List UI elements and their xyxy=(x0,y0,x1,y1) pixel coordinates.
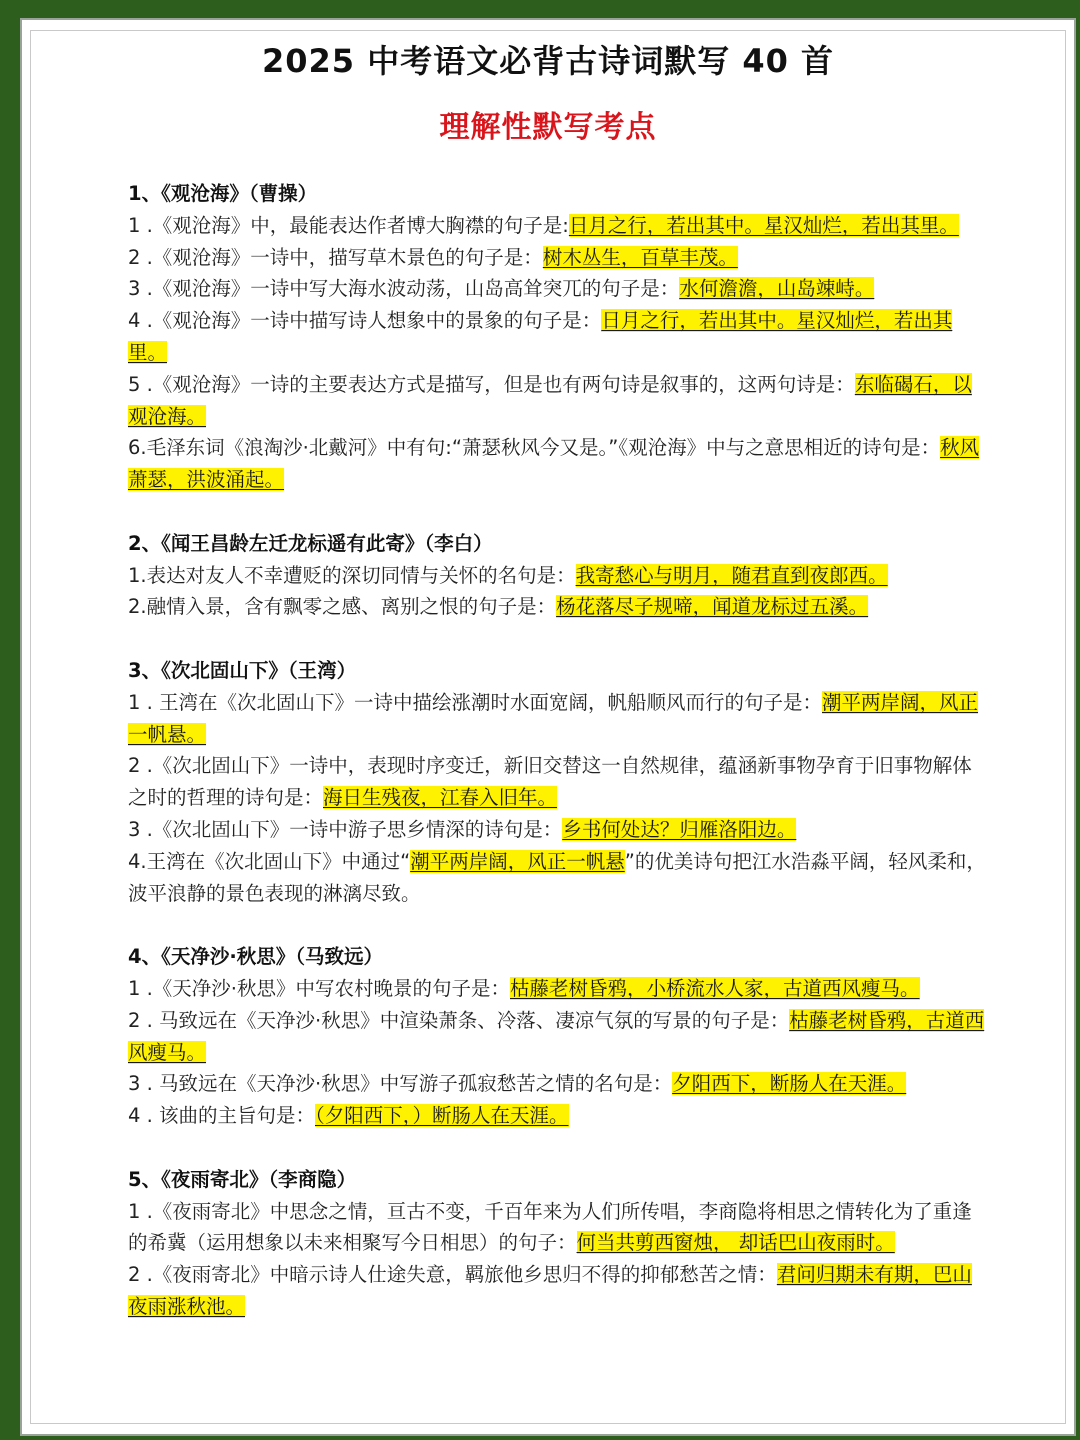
answer-highlight: 何当共剪西窗烛， 却话巴山夜雨时。 xyxy=(576,1231,895,1255)
answer-highlight: 日月之行，若出其中。星汉灿烂，若出其里。 xyxy=(128,309,953,364)
page-frame xyxy=(8,8,1072,1432)
question-item xyxy=(128,750,988,814)
answer-highlight: 东临碣石，以观沧海。 xyxy=(128,372,972,428)
page-subtitle: 理解性默写考点 xyxy=(439,110,657,145)
question-text: 1 .《天净沙·秋思》中写农村晚景的句子是： xyxy=(128,976,511,1000)
answer-highlight: 日月之行，若出其中。星汉灿烂，若出其里。 xyxy=(568,213,959,237)
answer-highlight: 秋风萧瑟，洪波涌起。 xyxy=(128,436,980,492)
question-text: 2 .《次北固山下》一诗中，表现时序变迁，新旧交替这一自然规律，蕴涵新事物孕育于旧事物解体之时的哲理的诗句是： xyxy=(128,754,972,810)
poem-section xyxy=(128,178,988,496)
answer-highlight: 夕阳西下，断肠人在天涯。 xyxy=(672,1072,907,1096)
question-text: 1 . 王湾在《次北固山下》一诗中描绘涨潮时水面宽阔，帆船顺风而行的句子是： xyxy=(128,690,823,714)
question-item xyxy=(128,242,988,274)
answer-highlight: 乡书何处达？归雁洛阳边。 xyxy=(562,817,797,841)
question-item xyxy=(128,560,988,592)
question-text: 2 .《夜雨寄北》中暗示诗人仕途失意，羁旅他乡思归不得的抑郁愁苦之情： xyxy=(128,1263,777,1287)
question-item xyxy=(128,1196,988,1260)
page-title: 2025 中考语文必背古诗词默写 40 首 xyxy=(261,42,835,80)
question-item xyxy=(128,369,988,433)
question-item xyxy=(128,1259,988,1323)
question-text: 1 .《观沧海》中，最能表达作者博大胸襟的句子是: xyxy=(128,213,569,237)
question-item xyxy=(128,973,988,1005)
paper-sheet xyxy=(20,18,1076,1436)
answer-highlight: 枯藤老树昏鸦，古道西风瘦马。 xyxy=(128,1008,985,1064)
question-item xyxy=(128,591,988,623)
poem-section xyxy=(128,941,988,1132)
question-text: 2 .《观沧海》一诗中，描写草木景色的句子是： xyxy=(128,245,543,269)
section-heading: 4、《天净沙·秋思》（马致远） xyxy=(128,945,383,969)
answer-highlight: 枯藤老树昏鸦，小桥流水人家，古道西风瘦马。 xyxy=(510,976,920,1000)
question-text: 5 .《观沧海》一诗的主要表达方式是描写，但是也有两句诗是叙事的，这两句诗是： xyxy=(128,372,855,396)
answer-highlight: 水何澹澹，山岛竦峙。 xyxy=(679,277,875,301)
question-text: 4 .《观沧海》一诗中描写诗人想象中的景象的句子是： xyxy=(128,309,602,333)
question-item xyxy=(128,687,988,751)
poem-section xyxy=(128,655,988,909)
question-text-tail: ”的优美诗句把江水浩淼平阔，轻风柔和，波平浪静的景色表现的淋漓尽致。 xyxy=(128,849,986,905)
answer-highlight: 君问归期未有期，巴山夜雨涨秋池。 xyxy=(128,1263,972,1318)
question-item xyxy=(128,1005,988,1069)
section-heading: 5、《夜雨寄北》（李商隐） xyxy=(128,1167,357,1191)
question-text: 4 . 该曲的主旨句是： xyxy=(128,1104,316,1128)
question-item xyxy=(128,210,988,242)
answer-highlight: 树木丛生，百草丰茂。 xyxy=(542,245,738,269)
content-body xyxy=(128,178,988,1354)
question-text: 6.毛泽东词《浪淘沙·北戴河》中有句:“萧瑟秋风今又是。”《观沧海》中与之意思相近的诗句是： xyxy=(128,436,941,460)
question-text: 1.表达对友人不幸遭贬的深切同情与关怀的名句是： xyxy=(128,563,576,587)
question-item xyxy=(128,273,988,305)
question-item xyxy=(128,305,988,369)
answer-highlight: 潮平两岸阔，风正一帆悬。 xyxy=(128,690,979,746)
question-text: 3 .《观沧海》一诗中写大海水波动荡，山岛高耸突兀的句子是： xyxy=(128,277,680,301)
question-item xyxy=(128,432,988,496)
answer-highlight: 潮平两岸阔，风正一帆悬 xyxy=(410,849,625,873)
question-text: 3 .《次北固山下》一诗中游子思乡情深的诗句是： xyxy=(128,817,563,841)
question-text: 1 .《夜雨寄北》中思念之情，亘古不变，千百年来为人们所传唱，李商隐将相思之情转化为了重逢的希冀（运用想象以未来相聚写今日相思）的句子： xyxy=(128,1199,972,1255)
question-text: 4.王湾在《次北固山下》中通过“ xyxy=(128,849,411,873)
section-heading: 1、《观沧海》（曹操） xyxy=(128,182,318,205)
section-heading: 2、《闻王昌龄左迁龙标遥有此寄》（李白） xyxy=(128,531,493,555)
question-text: 2 . 马致远在《天净沙·秋思》中渲染萧条、冷落、凄凉气氛的写景的句子是： xyxy=(128,1008,790,1032)
question-text: 2.融情入景，含有飘零之感、离别之恨的句子是： xyxy=(128,595,557,619)
question-text: 3 . 马致远在《天净沙·秋思》中写游子孤寂愁苦之情的名句是： xyxy=(128,1072,673,1096)
section-heading: 3、《次北固山下》（王湾） xyxy=(128,658,357,682)
answer-highlight: 我寄愁心与明月，随君直到夜郎西。 xyxy=(575,563,888,587)
answer-highlight: （夕阳西下，）断肠人在天涯。 xyxy=(315,1104,569,1128)
poem-section xyxy=(128,1164,988,1323)
question-item xyxy=(128,1068,988,1100)
question-item xyxy=(128,814,988,846)
question-item xyxy=(128,1100,988,1132)
poem-section xyxy=(128,528,988,623)
answer-highlight: 海日生残夜，江春入旧年。 xyxy=(323,786,558,810)
question-item xyxy=(128,846,988,910)
answer-highlight: 杨花落尽子规啼，闻道龙标过五溪。 xyxy=(556,595,869,619)
